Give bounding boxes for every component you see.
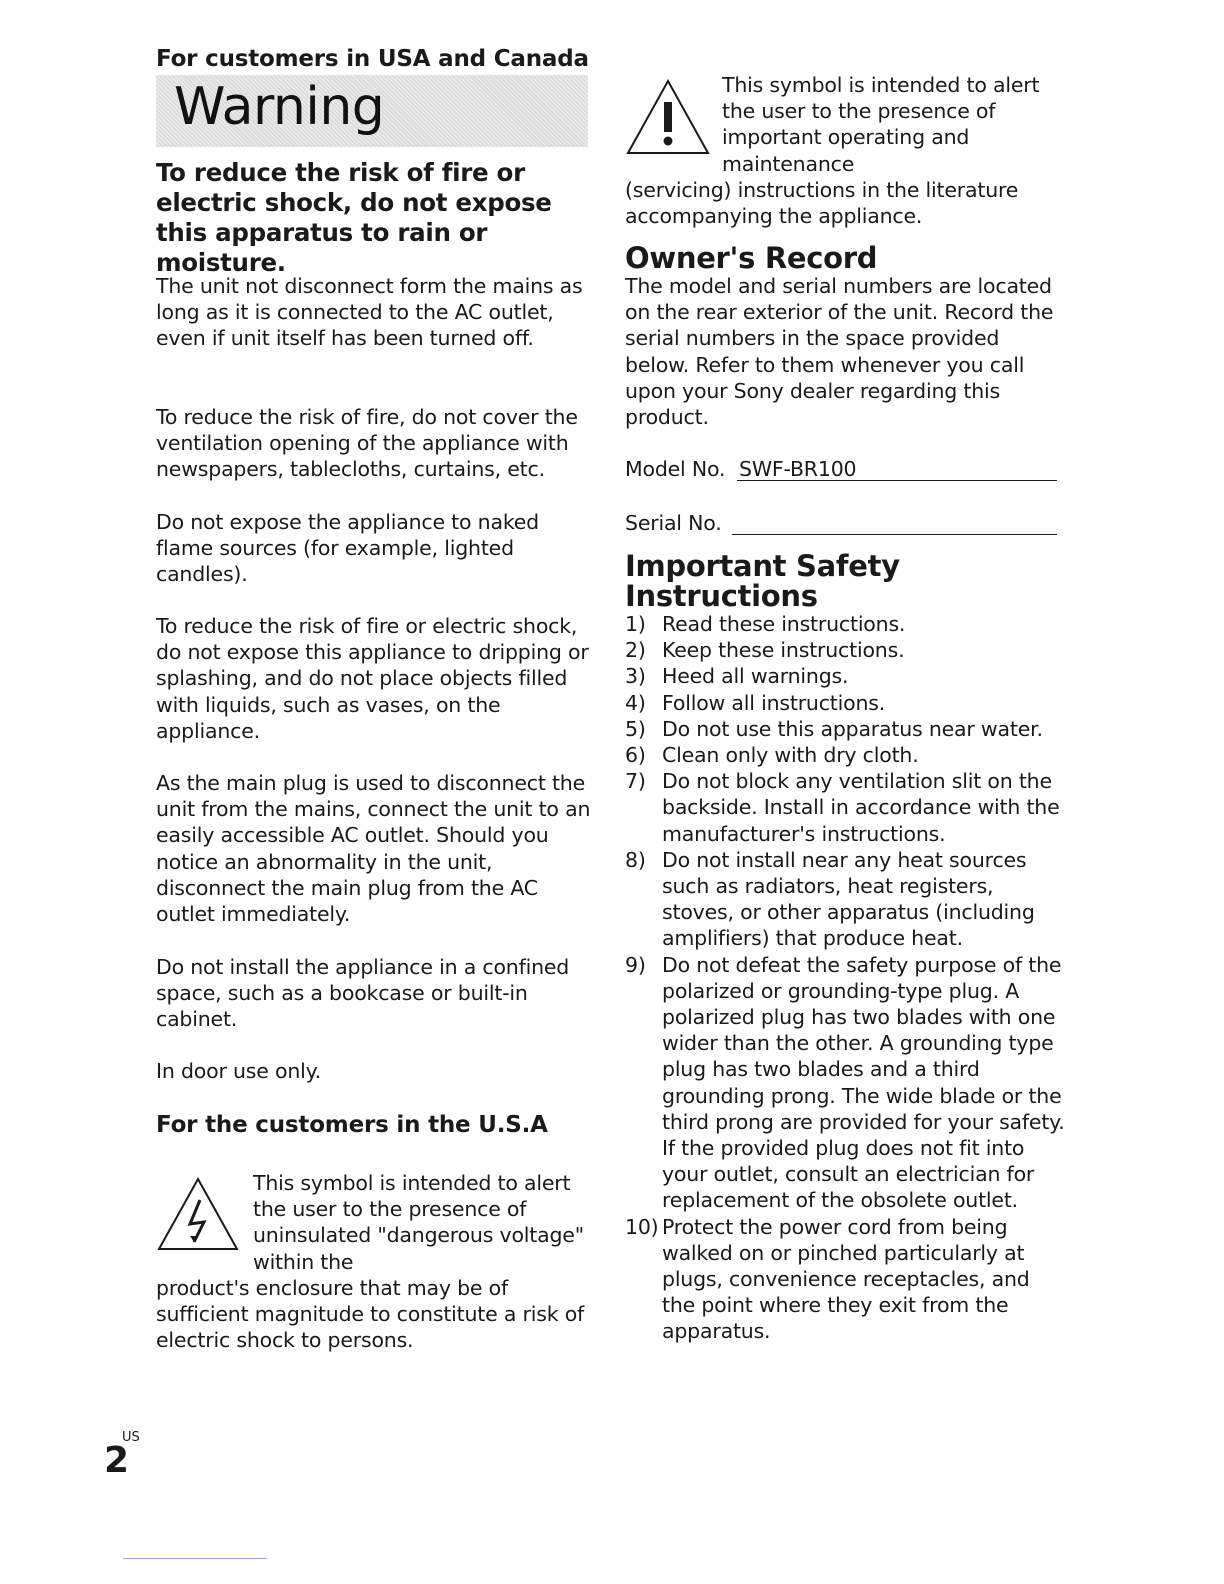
warning-banner <box>156 75 588 147</box>
instruction-item <box>625 716 1065 742</box>
attention-symbol-text: This symbol is intended to alert the user to the presence of important operating and maintenance <box>722 73 1040 176</box>
model-number-label: Model No. <box>625 457 726 481</box>
instruction-item <box>625 663 1065 689</box>
instruction-item <box>625 952 1065 1214</box>
instruction-number: 5) <box>625 716 646 741</box>
paragraph-flame: Do not expose the appliance to naked flame sources (for example, lighted candles). <box>156 510 539 587</box>
serial-number-label: Serial No. <box>625 511 722 535</box>
owners-record-text: The model and serial numbers are located on the rear exterior of the unit. Record the serial numbers in the space provided below. Refer to them whenever you call upon your Sony dealer regarding this product. <box>625 274 1054 430</box>
instruction-text: Do not block any ventilation slit on the backside. Install in accordance with the manufacturer's instructions. <box>662 769 1060 846</box>
safety-heading-line1: Important Safety <box>625 549 900 583</box>
instruction-item <box>625 1214 1065 1345</box>
paragraph-main-plug: As the main plug is used to disconnect the unit from the mains, connect the unit to an easily accessible AC outlet. Should you notice an abnormality in the unit, disconnect the main plug from the AC outlet immediately. <box>156 771 591 927</box>
model-number-field <box>737 456 1057 481</box>
instruction-text: Keep these instructions. <box>662 638 905 663</box>
model-number-value: SWF-BR100 <box>739 457 857 481</box>
instruction-number: 8) <box>625 847 646 872</box>
instruction-number: 2) <box>625 638 646 663</box>
safety-instructions-list <box>625 611 1065 1345</box>
instruction-text: Do not use this apparatus near water. <box>662 716 1043 741</box>
instruction-number: 4) <box>625 690 646 715</box>
paragraph-ventilation: To reduce the risk of fire, do not cover the ventilation opening of the appliance with newspapers, tablecloths, curtains, etc. <box>156 405 578 482</box>
voltage-symbol-text: This symbol is intended to alert the user to the presence of uninsulated "dangerous voltage" within the <box>253 1171 584 1274</box>
paragraph-dripping: To reduce the risk of fire or electric shock, do not expose this appliance to dripping or splashing, and do not place objects filled with liquids, such as vases, on the appliance. <box>156 614 589 743</box>
instruction-text: Clean only with dry cloth. <box>662 743 919 768</box>
instruction-text: Heed all warnings. <box>662 664 849 689</box>
serial-number-field <box>732 510 1057 535</box>
warning-banner-label: Warning <box>174 77 385 137</box>
owners-record-heading: Owner's Record <box>625 241 878 275</box>
instruction-item <box>625 768 1065 847</box>
instruction-number: 7) <box>625 769 646 794</box>
lightning-triangle-icon <box>156 1176 240 1252</box>
instruction-text: Protect the power cord from being walked on or pinched particularly at plugs, convenience receptacles, and the point where they exit from the apparatus. <box>662 1214 1030 1344</box>
instruction-number: 6) <box>625 743 646 768</box>
region-heading: For customers in USA and Canada <box>156 46 589 72</box>
instruction-item <box>625 637 1065 663</box>
instruction-number: 10) <box>625 1214 659 1239</box>
instruction-item <box>625 742 1065 768</box>
voltage-warning-block <box>156 1168 596 1358</box>
page-region-label: US <box>122 1430 140 1445</box>
exclamation-triangle-icon <box>625 78 711 156</box>
instruction-text: Do not defeat the safety purpose of the polarized or grounding-type plug. A polarized plug has two blades with one wider than the other. A grounding type plug has two blades and a third grounding prong. The wide blade or the third prong are provided for your safety. If the provided plug does not fit into your outlet, consult an electrician for replacement of the obsolete outlet. <box>662 952 1065 1213</box>
attention-symbol-text-cont: (servicing) instructions in the literature accompanying the appliance. <box>625 178 1019 229</box>
instruction-number: 1) <box>625 612 646 636</box>
instruction-number: 3) <box>625 664 646 689</box>
instruction-item <box>625 690 1065 716</box>
paragraph-confined-space: Do not install the appliance in a confined space, such as a bookcase or built-in cabinet. <box>156 955 570 1032</box>
page-number: 2 <box>104 1440 130 1481</box>
warning-statement: To reduce the risk of fire or electric shock, do not expose this apparatus to rain or moisture. <box>156 158 552 277</box>
paragraph-indoor: In door use only. <box>156 1059 321 1083</box>
voltage-symbol-text-cont: product's enclosure that may be of sufficient magnitude to constitute a risk of electric shock to persons. <box>156 1276 585 1353</box>
instruction-item <box>625 847 1065 952</box>
instruction-text: Follow all instructions. <box>662 690 886 715</box>
instruction-number: 9) <box>625 952 646 977</box>
instruction-text: Do not install near any heat sources such as radiators, heat registers, stoves, or other apparatus (including amplifiers) that produce heat. <box>662 847 1035 951</box>
instruction-item <box>625 611 1065 637</box>
paragraph-disconnect: The unit not disconnect form the mains as long as it is connected to the AC outlet, even if unit itself has been turned off. <box>156 274 583 351</box>
safety-heading-line2: Instructions <box>625 579 818 613</box>
footer-rule <box>123 1558 267 1559</box>
instruction-text: Read these instructions. <box>662 612 906 636</box>
attention-warning-block <box>625 70 1065 230</box>
usa-heading: For the customers in the U.S.A <box>156 1112 548 1138</box>
